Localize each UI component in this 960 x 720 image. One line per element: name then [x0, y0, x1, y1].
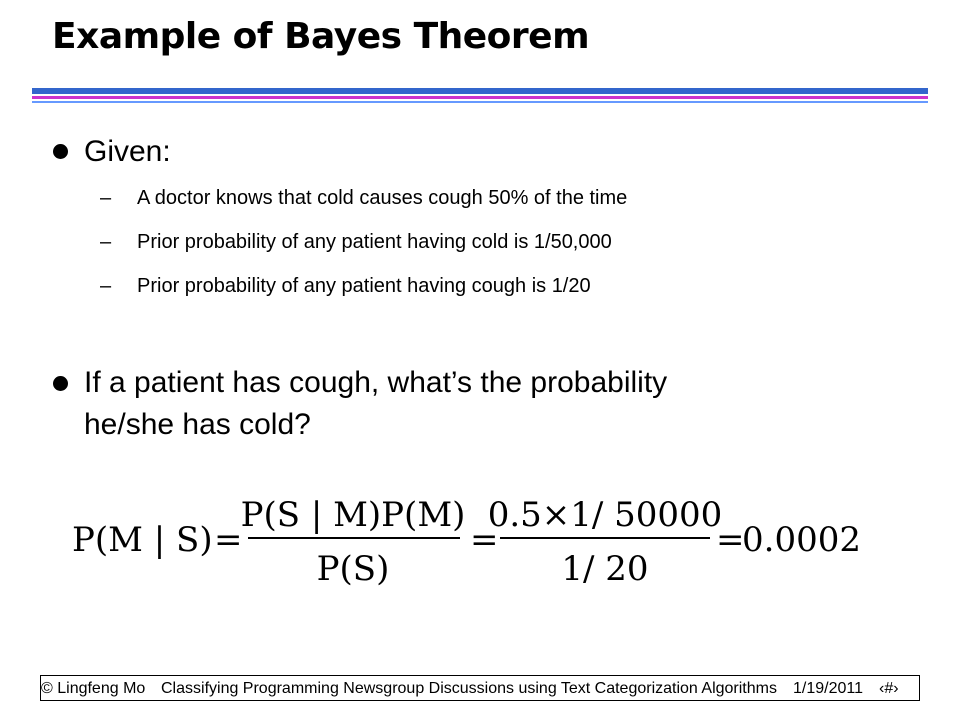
- title-rule-light-blue: [32, 101, 928, 103]
- fraction-2-denominator: 1/ 20: [561, 549, 649, 588]
- bayes-formula: [72, 488, 862, 588]
- fraction-2-numerator: 0.5×1/ 50000: [487, 495, 723, 535]
- fraction-1-numerator: P(S | M)P(M): [240, 495, 466, 535]
- given-label: Given:: [84, 135, 171, 168]
- dash-icon: –: [100, 187, 112, 209]
- formula-lhs: P(M | S): [72, 520, 213, 560]
- footer-author: © Lingfeng Mo: [41, 680, 146, 697]
- formula-equals: =: [716, 520, 745, 560]
- given-item-2: Prior probability of any patient having cold is 1/50,000: [137, 231, 612, 253]
- bullet-dot-icon: [53, 144, 68, 159]
- given-item-1: A doctor knows that cold causes cough 50% of the time: [137, 187, 628, 209]
- footer-title: Classifying Programming Newsgroup Discussions using Text Categorization Algorithms: [161, 680, 777, 697]
- title-rule-magenta: [32, 96, 928, 99]
- question-line-2: he/she has cold?: [84, 408, 311, 441]
- formula-equals: =: [214, 520, 243, 560]
- dash-icon: –: [100, 231, 112, 253]
- given-item-3: Prior probability of any patient having cough is 1/20: [137, 275, 591, 297]
- question-line-1: If a patient has cough, what’s the probability: [84, 366, 668, 399]
- slide-title: Example of Bayes Theorem: [52, 16, 590, 57]
- formula-equals: =: [470, 520, 499, 560]
- bullet-dot-icon: [53, 376, 68, 391]
- footer-bar: [40, 675, 920, 701]
- footer-page-number: ‹#›: [879, 680, 899, 697]
- title-rule-blue: [32, 88, 928, 94]
- dash-icon: –: [100, 275, 112, 297]
- formula-result: 0.0002: [742, 520, 861, 560]
- fraction-1-denominator: P(S): [316, 549, 390, 588]
- footer-date: 1/19/2011: [793, 680, 863, 697]
